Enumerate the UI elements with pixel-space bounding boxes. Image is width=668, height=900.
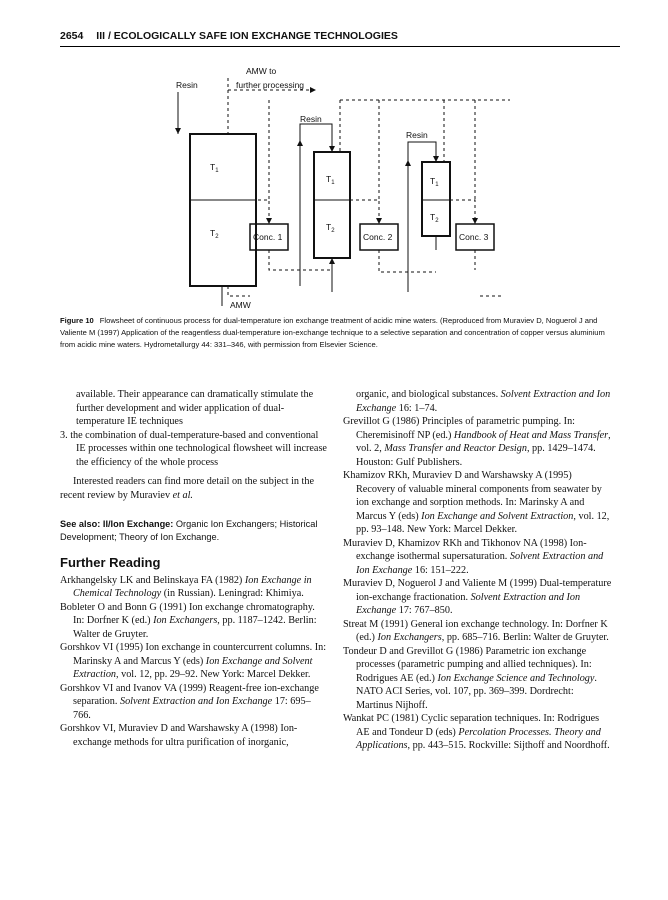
flowsheet-figure (150, 60, 530, 310)
resin-label-2: Resin (300, 114, 322, 124)
page-number: 2654 (60, 30, 84, 42)
resin-loop-1 (300, 124, 332, 286)
resin-label-3: Resin (406, 130, 428, 140)
reference-item: organic, and biological substances. Solvent Extraction and Ion Exchange 16: 1–74. (356, 389, 611, 414)
arrow-up-icon (405, 160, 411, 166)
further-processing-label: further processing (236, 80, 305, 90)
caption-text: Flowsheet of continuous process for dual-temperature ion exchange treatment of acidic mine waters. (Reproduced from Muraviev D, Noguerol J and Valiente M (1997) Application of the reagentless dual-temperature ion-exchange technique to a selective separation and concentration of copper versus aluminium from acidic mine waters. Hydrometallurgy 44: 331–346, with permission from Elsevier Science. (60, 316, 605, 349)
reference-item: Gorshkov VI (1995) Ion exchange in countercurrent columns. In: Marinsky A and Marcus Y (eds) Ion Exchange and Solvent Extraction, vol. 12, pp. 29–92. New York: Marcel Dekker. (60, 642, 327, 680)
resin-label-1: Resin (176, 80, 198, 90)
conc-3-label: Conc. 3 (459, 232, 489, 242)
header-rule (60, 46, 620, 47)
figure-caption (60, 315, 615, 351)
right-column (343, 388, 613, 753)
list-item-3: 3. the combination of dual-temperature-based and conventional IE processes within one technological flowsheet will increase the efficiency of the whole process (60, 429, 327, 468)
column-1 (190, 134, 256, 286)
list-block (60, 388, 328, 469)
reference-item: Gorshkov VI and Ivanov VA (1999) Reagent-free ion-exchange separation. Solvent Extraction and Ion Exchange 17: 695–766. (60, 682, 319, 721)
arrow-right-icon (310, 87, 316, 93)
reference-item: Wankat PC (1981) Cyclic separation techniques. In: Rodrigues AE and Tondeur D (eds) Percolation Processes. Theory and Applications, pp. 443–515. Rockville: Sijthoff and Noordhoff. (343, 713, 610, 751)
amw-bottom-line (228, 286, 250, 296)
amw-to-label: AMW to (246, 66, 277, 76)
left-column (60, 388, 328, 749)
arrow-down-icon (472, 218, 478, 224)
t1-label-3: $T_1$ (430, 176, 439, 188)
t1-label-1: $T_1$ (210, 162, 219, 174)
diagram-lines (178, 78, 510, 306)
column-2 (314, 152, 350, 258)
amw-label: AMW (230, 300, 251, 310)
reference-item: Bobleter O and Bonn G (1991) Ion exchange chromatography. In: Dorfner K (ed.) Ion Exchangers, pp. 1187–1242. Berlin: Walter de Gruyter. (60, 601, 317, 640)
reference-item: Muraviev D, Noguerol J and Valiente M (1999) Dual-temperature ion-exchange fractionation. Solvent Extraction and Ion Exchange 17: 767–850. (343, 578, 612, 616)
arrow-down-icon (266, 218, 272, 224)
feed-conc-3 (450, 200, 475, 224)
running-title: III / ECOLOGICALLY SAFE ION EXCHANGE TECHNOLOGIES (96, 30, 398, 42)
reference-item: Gorshkov VI, Muraviev D and Warshawsky A (1998) Ion-exchange methods for ultra purification of inorganic, (60, 723, 298, 748)
t2-label-3: $T_2$ (430, 212, 439, 224)
list-continuation: available. Their appearance can dramatically stimulate the further development and wider application of dual-temperature IE techniques (76, 389, 314, 427)
figure-label: Figure 10 (60, 316, 94, 325)
reference-item: Tondeur D and Grevillot G (1986) Parametric ion exchange processes (parametric pumping and allied techniques). In: Rodrigues AE (ed.) Ion Exchange Science and Technology. NATO ACI Series, vol. 107, pp. 369–399. Dordrecht: Martinus Nijhoff. (343, 645, 597, 711)
arrow-up-icon (297, 140, 303, 146)
flowsheet-diagram (150, 60, 530, 310)
see-also: See also: II/Ion Exchange: Organic Ion Exchangers; Historical Development; Theory of Ion Exchange. (60, 519, 318, 542)
feed-conc-2 (350, 200, 379, 224)
running-header (60, 30, 620, 42)
reference-item: Arkhangelsky LK and Belinskaya FA (1982) Ion Exchange in Chemical Technology (in Russian). Leningrad: Khimiya. (60, 574, 312, 599)
arrow-down-icon (175, 128, 181, 134)
column-3 (422, 162, 450, 236)
body-paragraph: Interested readers can find more detail on the subject in the recent review by Muraviev et al. (60, 476, 315, 501)
conc-2-label: Conc. 2 (363, 232, 393, 242)
conc-1-label: Conc. 1 (253, 232, 283, 242)
t2-label-2: $T_2$ (326, 222, 335, 234)
references-right (343, 388, 613, 753)
arrow-down-icon (376, 218, 382, 224)
solution-lines (228, 78, 510, 296)
reference-item: Grevillot G (1986) Principles of parametric pumping. In: Cheremisinoff NP (ed.) Handbook of Heat and Mass Transfer, vol. 2, Mass Transfer and Reactor Design, pp. 1429–1474. Houston: Gulf Publishers. (343, 416, 611, 468)
t1-label-2: $T_1$ (326, 174, 335, 186)
references-left (60, 574, 328, 750)
reference-item: Muraviev D, Khamizov RKh and Tikhonov NA (1998) Ion-exchange isothermal supersaturation. Solvent Extraction and Ion Exchange 16: 151–222. (343, 537, 604, 576)
further-reading-heading: Further Reading (60, 555, 161, 570)
reference-item: Streat M (1991) General ion exchange technology. In: Dorfner K (ed.) Ion Exchangers, pp. 685–716. Berlin: Walter de Gruyter. (343, 618, 609, 643)
reference-item: Khamizov RKh, Muraviev D and Warshawsky A (1995) Recovery of valuable mineral components from seawater by ion exchange and sorption methods. In: Marinsky A and Marcus Y (eds) Ion Exchange and Solvent Extraction, vol. 12, pp. 93–148. New York: Marcel Dekker. (343, 470, 610, 535)
t2-label-1: $T_2$ (210, 228, 219, 240)
